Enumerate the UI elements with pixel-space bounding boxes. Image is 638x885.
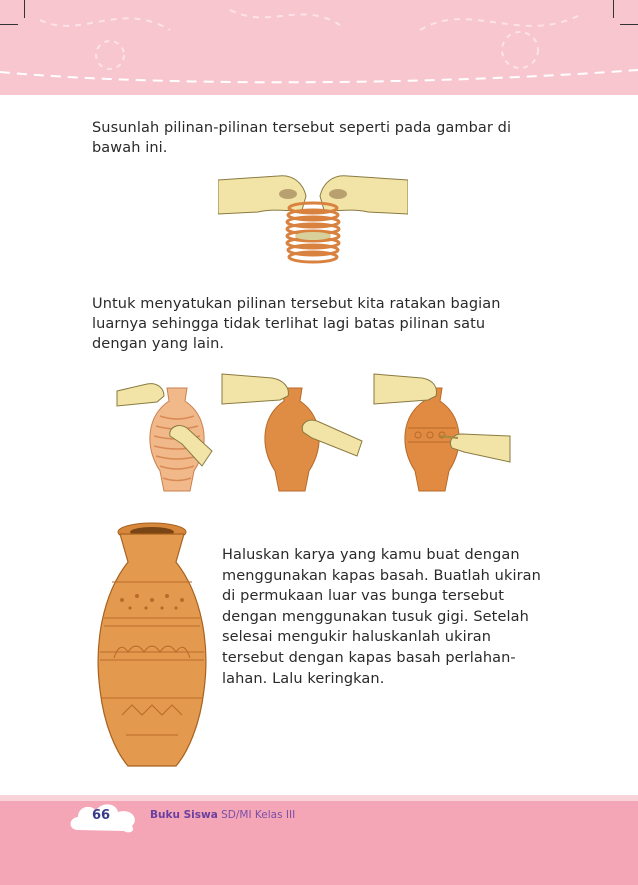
coil-stacking-illustration [218, 168, 408, 273]
page-number: 66 [91, 808, 111, 823]
crop-mark [0, 24, 18, 25]
carved-vase-illustration [92, 520, 212, 772]
smoothing-stages-illustration [112, 366, 512, 496]
footer-book-class: SD/MI Kelas III [221, 809, 296, 821]
paragraph-smooth-outside: Untuk menyatukan pilinan tersebut kita ratakan bagian luarnya sehingga tidak terlihat lagi batas pilinan satu dengan yang lain. [92, 296, 501, 352]
crop-mark [620, 24, 638, 25]
crop-mark [24, 0, 25, 18]
paragraph-finishing: Haluskan karya yang kamu buat dengan menggunakan kapas basah. Buatlah ukiran di permukaan luar vas bunga tersebut dengan menggunakan tusuk gigi. Setelah selesai mengukir haluskanlah ukiran tersebut dengan kapas basah perlahan-lahan. Lalu keringkan. [222, 547, 541, 687]
crop-mark [613, 0, 614, 18]
header-band [0, 0, 638, 95]
paragraph-arrange: Susunlah pilinan-pilinan tersebut seperti pada gambar di bawah ini. [92, 120, 512, 156]
footer-book-label [150, 809, 295, 821]
footer-book-title: Buku Siswa [150, 809, 218, 821]
